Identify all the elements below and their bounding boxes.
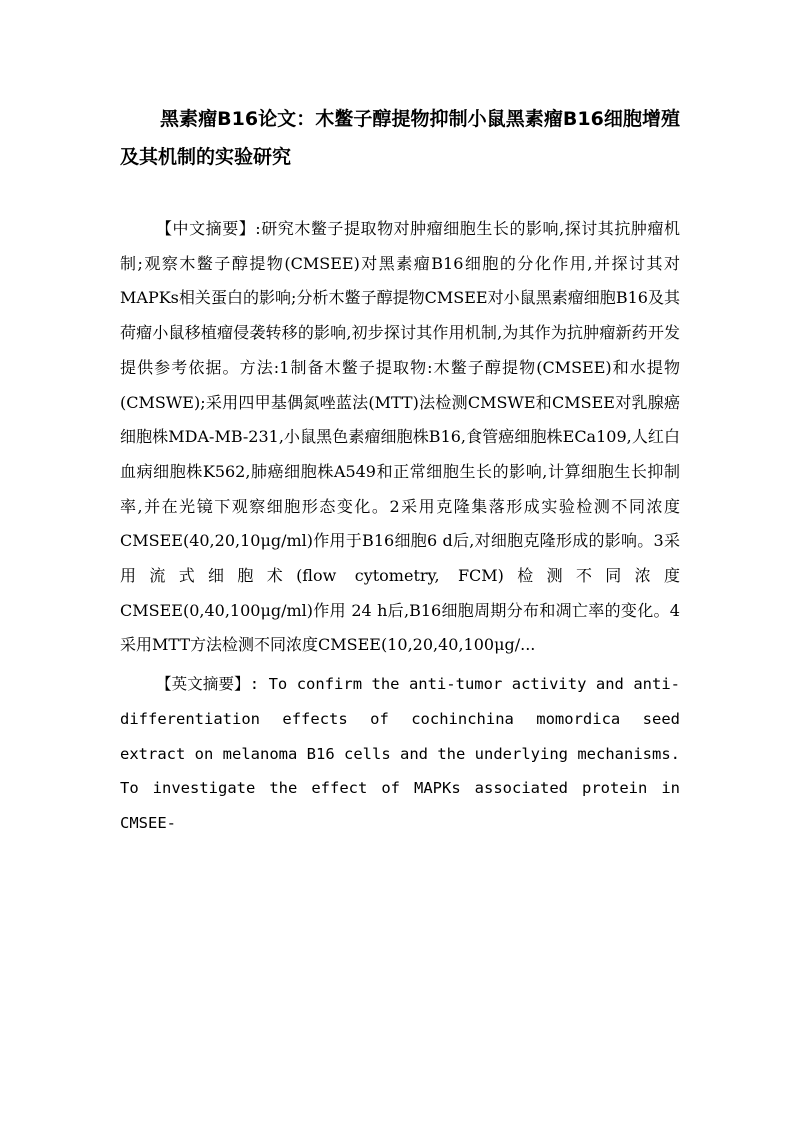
- english-abstract-label: 【英文摘要】: [156, 675, 250, 694]
- chinese-abstract-text: :研究木鳖子提取物对肿瘤细胞生长的影响,探讨其抗肿瘤机制;观察木鳖子醇提物(CMSEE)对黑素瘤B16细胞的分化作用,并探讨其对MAPKs相关蛋白的影响;分析木鳖子醇提物CMSEE对小鼠黑素瘤细胞B16及其荷瘤小鼠移植瘤侵袭转移的影响,初步探讨其作用机制,为其作为抗肿瘤新药开发提供参考依据。方法:1制备木鳖子提取物:木鳖子醇提物(CMSEE)和水提物(CMSWE);采用四甲基偶氮唑蓝法(MTT)法检测CMSWE和CMSEE对乳腺癌细胞株MDA-MB-231,小鼠黑色素瘤细胞株B16,食管癌细胞株ECa109,人红白血病细胞株K562,肺癌细胞株A549和正常细胞生长的影响,计算细胞生长抑制率,并在光镜下观察细胞形态变化。2采用克隆集落形成实验检测不同浓度CMSEE(40,20,10μg/ml)作用于B16细胞6 d后,对细胞克隆形成的影响。3采用流式细胞术(flow cytometry, FCM)检测不同浓度CMSEE(0,40,100μg/ml)作用 24 h后,B16细胞周期分布和凋亡率的变化。4采用MTT方法检测不同浓度CMSEE(10,20,40,100μg/...: [120, 219, 680, 655]
- document-title: 黑素瘤B16论文：木鳖子醇提物抑制小鼠黑素瘤B16细胞增殖及其机制的实验研究: [120, 108, 680, 168]
- english-abstract-text: : To confirm the anti-tumor activity and anti-differentiation effects of cochinchina momordica seed extract on melanoma B16 cells and the underlying mechanisms. To investigate the effect of MAPKs associated protein in CMSEE-: [120, 675, 680, 832]
- chinese-abstract-label: 【中文摘要】: [156, 219, 256, 238]
- chinese-abstract: [120, 212, 680, 663]
- english-abstract: [120, 667, 680, 841]
- document-page: [120, 100, 680, 841]
